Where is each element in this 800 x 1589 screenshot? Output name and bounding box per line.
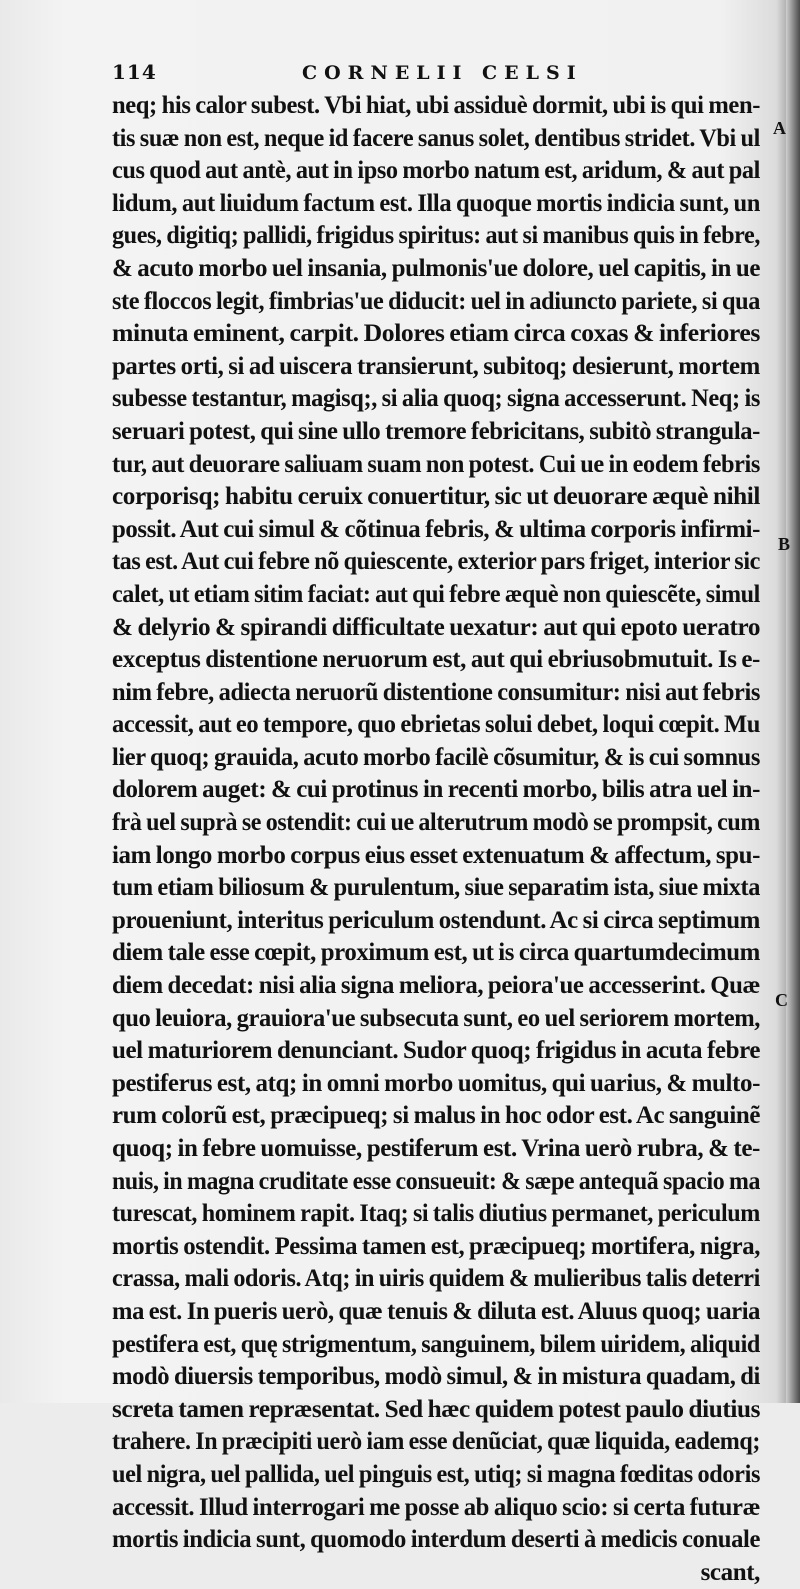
text-line: quo leuiora, grauiora'ue subsecuta sunt, eo uel seriorem mortem, bbox=[112, 1004, 760, 1032]
margin-marker-c: C bbox=[775, 990, 788, 1010]
text-line: accessit. Illud interrogari me posse ab aliquo scio: si certa futuræ bbox=[112, 1493, 760, 1521]
text-line: iam longo morbo corpus eius esset extenuatum & affectum, spu- bbox=[112, 841, 760, 869]
body-text bbox=[112, 90, 760, 1589]
text-line: uel maturiorem denunciant. Sudor quoq; frigidus in acuta febre bbox=[112, 1037, 760, 1065]
text-line: tur, aut deuorare saliuam suam non potest. Cui ue in eodem febris bbox=[112, 450, 760, 478]
margin-marker-b: B bbox=[778, 534, 791, 554]
margin-marker-a: A bbox=[773, 118, 786, 138]
text-line: subesse testantur, magisq;, si alia quoq; signa accesserunt. Neq; is bbox=[112, 385, 760, 413]
text-line: trahere. In præcipiti uerò iam esse denũciat, quæ liquida, eademq; bbox=[112, 1428, 760, 1456]
text-line: lidum, aut liuidum factum est. Illa quoque mortis indicia sunt, un bbox=[112, 189, 760, 217]
text-line: crassa, mali odoris. Atq; in uiris quidem & mulieribus talis deterri bbox=[112, 1265, 760, 1293]
text-line: gues, digitiq; pallidi, frigidus spiritus: aut si manibus quis in febre, bbox=[112, 222, 760, 250]
text-line: lier quoq; grauida, acuto morbo facilè cõsumitur, & is cui somnus bbox=[112, 743, 760, 771]
text-line: diem decedat: nisi alia signa meliora, peiora'ue accesserint. Quæ bbox=[112, 972, 760, 1000]
text-line: screta tamen repræsentat. Sed hæc quidem potest paulo diutius bbox=[112, 1395, 760, 1423]
text-line: & delyrio & spirandi difficultate uexatur: aut qui epoto ueratro bbox=[112, 613, 760, 641]
text-line: tum etiam biliosum & purulentum, siue separatim ista, siue mixta bbox=[112, 874, 760, 902]
text-line: pestiferus est, atq; in omni morbo uomitus, qui uarius, & multo- bbox=[112, 1069, 760, 1097]
text-line: pestifera est, quę strigmentum, sanguinem, bilem uiridem, aliquid bbox=[112, 1330, 760, 1358]
text-line: quoq; in febre uomuisse, pestiferum est. Vrina uerò rubra, & te- bbox=[112, 1135, 760, 1162]
text-line: nim febre, adiecta neruorũ distentione consumitur: nisi aut febris bbox=[112, 678, 760, 706]
text-line: neq; his calor subest. Vbi hiat, ubi assiduè dormit, ubi is qui men- bbox=[112, 92, 760, 119]
text-line: nuis, in magna cruditate esse consueuit: & sæpe antequã spacio ma bbox=[112, 1167, 760, 1195]
text-line: & acuto morbo uel insania, pulmonis'ue dolore, uel capitis, in ue bbox=[112, 254, 760, 282]
running-head: CORNELII CELSI bbox=[302, 62, 583, 84]
text-line: scant, bbox=[700, 1558, 760, 1586]
text-line: partes orti, si ad uiscera transierunt, subitoq; desierunt, mortem bbox=[112, 352, 760, 380]
text-line: turescat, hominem rapit. Itaq; si talis diutius permanet, periculum bbox=[112, 1200, 760, 1228]
text-line: dolorem auget: & cui protinus in recenti morbo, bilis atra uel in- bbox=[112, 776, 760, 804]
text-line: ste floccos legit, fimbrias'ue diducit: uel in adiuncto pariete, si qua bbox=[112, 287, 760, 315]
text-line: modò diuersis temporibus, modò simul, & in mistura quadam, di bbox=[112, 1363, 760, 1391]
text-line: tas est. Aut cui febre nõ quiescente, exterior pars friget, interior sic bbox=[112, 548, 760, 576]
page-gutter-shadow bbox=[786, 0, 800, 1403]
text-line: cus quod aut antè, aut in ipso morbo natum est, aridum, & aut pal bbox=[112, 157, 760, 185]
page-number: 114 bbox=[112, 60, 157, 84]
text-line: uel nigra, uel pallida, uel pinguis est, utiq; si magna fœditas odoris bbox=[112, 1460, 760, 1488]
text-line: exceptus distentione neruorum est, aut qui ebriusobmutuit. Is e- bbox=[112, 646, 760, 674]
text-line: accessit, aut eo tempore, quo ebrietas solui debet, loqui cœpit. Mu bbox=[112, 711, 760, 739]
text-line: frà uel suprà se ostendit: cui ue alterutrum modò se prompsit, cum bbox=[112, 809, 760, 837]
text-line: mortis ostendit. Pessima tamen est, præcipueq; mortifera, nigra, bbox=[112, 1232, 760, 1260]
page-header bbox=[112, 60, 760, 90]
text-line: seruari potest, qui sine ullo tremore febricitans, subitò strangula- bbox=[112, 417, 760, 445]
text-line: proueniunt, interitus periculum ostendunt. Ac si circa septimum bbox=[112, 906, 760, 934]
text-line: possit. Aut cui simul & cõtinua febris, & ultima corporis infirmi- bbox=[112, 515, 760, 543]
text-line: corporisq; habitu ceruix conuertitur, sic ut deuorare æquè nihil bbox=[112, 483, 760, 511]
text-line: mortis indicia sunt, quomodo interdum deserti à medicis conuale bbox=[112, 1526, 760, 1554]
text-line: calet, ut etiam sitim faciat: aut qui febre æquè non quiescẽte, simul bbox=[112, 580, 760, 608]
text-line: diem tale esse cœpit, proximum est, ut is circa quartumdecimum bbox=[112, 939, 760, 967]
text-line: minuta eminent, carpit. Dolores etiam circa coxas & inferiores bbox=[112, 320, 760, 348]
text-line: rum colorũ est, præcipueq; si malus in hoc odor est. Ac sanguinẽ bbox=[112, 1102, 760, 1130]
text-line: ma est. In pueris uerò, quæ tenuis & diluta est. Aluus quoq; uaria bbox=[112, 1297, 760, 1325]
text-line: tis suæ non est, neque id facere sanus solet, dentibus stridet. Vbi ul bbox=[112, 124, 760, 152]
